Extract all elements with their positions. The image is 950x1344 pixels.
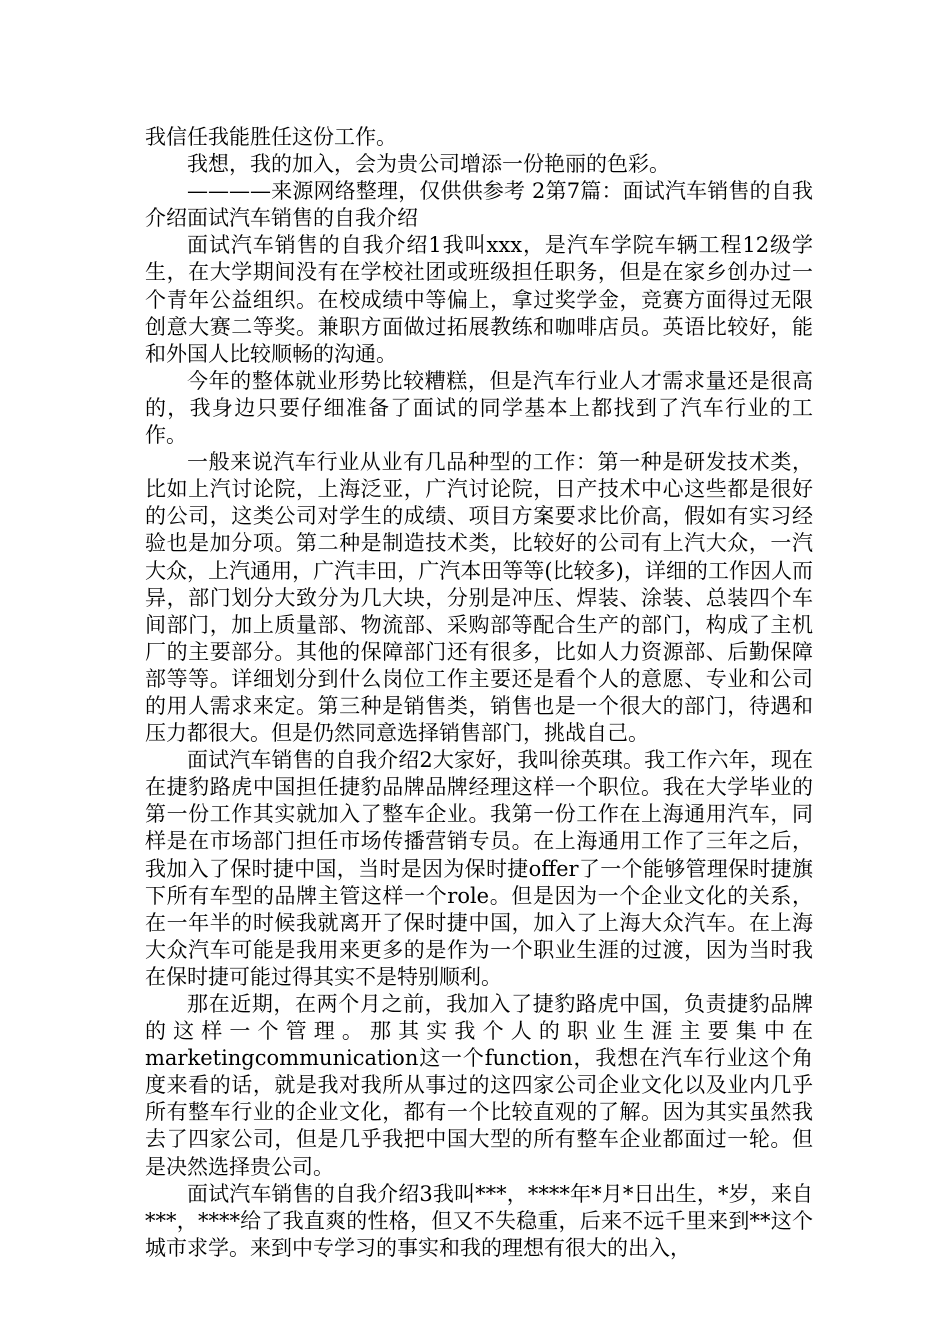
paragraph-closing: 我想，我的加入，会为贵公司增添一份艳丽的色彩。 [187, 152, 670, 177]
paragraph-source-note: ————来源网络整理，仅供供参考 2第7篇：面试汽车销售的自我介绍面试汽车销售的自我介绍 [145, 179, 813, 231]
paragraph-job-market: 今年的整体就业形势比较糟糕，但是汽车行业人才需求量还是很高的，我身边只要仔细准备了面试的同学基本上都找到了汽车行业的工作。 [145, 368, 813, 448]
paragraph-intro-2: 面试汽车销售的自我介绍2大家好，我叫徐英琪。我工作六年，现在在捷豹路虎中国担任捷豹品牌品牌经理这样一个职位。我在大学毕业的第一份工作其实就加入了整车企业。我第一份工作在上海通用汽车，同样是在市场部门担任市场传播营销专员。在上海通用工作了三年之后，我加入了保时捷中国，当时是因为保时捷offer了一个能够管理保时捷旗下所有车型的品牌主管这样一个role。但是因为一个企业文化的关系，在一年半的时候我就离开了保时捷中国，加入了上海大众汽车。在上海大众汽车可能是我用来更多的是作为一个职业生涯的过渡，因为当时我在保时捷可能过得其实不是特别顺利。 [145, 748, 813, 989]
paragraph-career: 那在近期，在两个月之前，我加入了捷豹路虎中国，负责捷豹品牌的这样一个管理。那其实我个人的职业生涯主要集中在marketingcommunication这一个function，我想在汽车行业这个角度来看的话，就是我对我所从事过的这四家公司企业文化以及业内几乎所有整车行业的企业文化，都有一个比较直观的了解。因为其实虽然我去了四家公司，但是几乎我把中国大型的所有整车企业都面过一轮。但是决然选择贵公司。 [145, 992, 813, 1179]
paragraph-job-types: 一般来说汽车行业从业有几品种型的工作：第一种是研发技术类，比如上汽讨论院，上海泛亚，广汽讨论院，日产技术中心这些都是很好的公司，这类公司对学生的成绩、项目方案要求比价高，假如有实习经验也是加分项。第二种是制造技术类，比较好的公司有上汽大众，一汽大众，上汽通用，广汽丰田，广汽本田等等(比较多)，详细的工作因人而异，部门划分大致分为几大块，分别是冲压、焊装、涂装、总装四个车间部门，加上质量部、物流部、采购部等配合生产的部门，构成了主机厂的主要部分。其他的保障部门还有很多，比如人力资源部、后勤保障部等等。详细划分到什么岗位工作主要还是看个人的意愿、专业和公司的用人需求来定。第三种是销售类，销售也是一个很大的部门，待遇和压力都很大。但是仍然同意选择销售部门，挑战自己。 [145, 450, 813, 746]
document-body [145, 124, 813, 1262]
paragraph-continuation: 我信任我能胜任这份工作。 [145, 125, 397, 149]
paragraph-intro-1: 面试汽车销售的自我介绍1我叫xxx，是汽车学院车辆工程12级学生，在大学期间没有在学校社团或班级担任职务，但是在家乡创办过一个青年公益组织。在校成绩中等偏上，拿过奖学金，竞赛方面得过无限创意大赛二等奖。兼职方面做过拓展教练和咖啡店员。英语比较好，能和外国人比较顺畅的沟通。 [145, 233, 813, 366]
paragraph-intro-3: 面试汽车销售的自我介绍3我叫***，****年*月*日出生，*岁，来自***，****给了我直爽的性格，但又不失稳重，后来不远千里来到**这个城市求学。来到中专学习的事实和我的理想有很大的出入， [145, 1181, 813, 1260]
